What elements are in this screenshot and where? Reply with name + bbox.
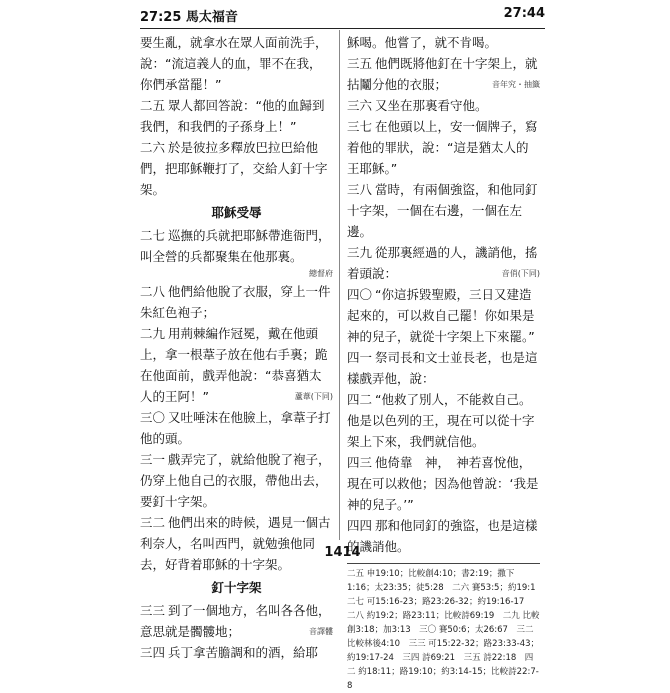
- verse-34: [140, 642, 333, 663]
- running-header-right: 27:44: [503, 6, 545, 21]
- verse-number: 三〇: [140, 410, 166, 425]
- verse-number: 四〇: [347, 287, 373, 302]
- verse-number: 二五: [140, 98, 166, 113]
- verse-text: 他們出來的時候，遇見一個古利奈人，名叫西門，就勉強他同去，好背着耶穌的十字架。: [140, 515, 331, 572]
- section-heading: 釘十字架: [211, 580, 262, 595]
- verse-32: [140, 512, 333, 575]
- verse-text: 又坐在那裏看守他。: [375, 98, 488, 113]
- verse-36: [347, 95, 540, 116]
- verse-41: [347, 347, 540, 389]
- verse-number: 二九: [140, 326, 166, 341]
- verse-number: 二六: [140, 140, 166, 155]
- verse-37: [347, 116, 540, 179]
- verse-text: 到了一個地方，名叫各各他，意思就是髑髏地；: [140, 603, 331, 639]
- verse-42: [347, 389, 540, 452]
- verse-number: 四二: [347, 392, 373, 407]
- cross-references: 二五 申19:10；比較創4:10；書2:19；撒下1:16；太23:35；徒5:28 二六 賽53:5；約19:1 二七 可15:16-23；路23:26-32；約19:16-17 二八 約19:2；路23:11；比較詩69:19 二九 比較創3:18；加3:13 三〇 賽50:6；太26:67 三二 比較林後4:10 三三 可15:22-32；路23:33-43；約19:17-24 三四 詩69:21 三五 詩22:18 四二 約18:11；路19:10；約3:14-15；比較詩22:7-8: [347, 563, 540, 693]
- left-column: [140, 32, 333, 663]
- verse-29: [140, 323, 333, 407]
- verse-28: [140, 281, 333, 323]
- verse-25: [140, 95, 333, 137]
- verse-text: “他救了別人，不能救自己。他是以色列的王，現在可以從十字架上下來，我們就信他。: [347, 392, 535, 449]
- verse-number: 二七: [140, 228, 166, 243]
- verse-text: 當時，有兩個強盜，和他同釘十字架，一個在右邊，一個在左邊。: [347, 182, 538, 239]
- verse-text: 在他頭以上，安一個牌子，寫着他的罪狀，說：“這是猶太人的王耶穌。”: [347, 119, 538, 176]
- verse-text: 於是彼拉多釋放巴拉巴給他們，把耶穌鞭打了，交給人釘十字架。: [140, 140, 328, 197]
- verse-text: 他倚靠 神， 神若喜悅他，現在可以救他；因為他曾說：‘我是 神的兒子。’”: [347, 455, 551, 512]
- section-heading: 耶穌受辱: [211, 205, 262, 220]
- verse-text: 又吐唾沫在他臉上，拿葦子打他的頭。: [140, 410, 331, 446]
- verse-text: 他們給他脫了衣服，穿上一件朱紅色袍子；: [140, 284, 331, 320]
- verse-text: 祭司長和文士並長老，也是這樣戲弄他，說：: [347, 350, 538, 386]
- footnote-tag: 音俏(下同): [501, 269, 540, 278]
- verse-35: [347, 53, 540, 95]
- verse-number: 三四: [140, 645, 166, 660]
- verse-number: 三二: [140, 515, 166, 530]
- footnote-tag: 音年究・抽籤: [492, 80, 540, 89]
- verse-number: 三三: [140, 603, 166, 618]
- running-header-left: 27:25 馬太福音: [140, 10, 238, 25]
- verse-number: 三一: [140, 452, 166, 467]
- verse-30: [140, 407, 333, 449]
- verse-number: 四三: [347, 455, 373, 470]
- verse-text: “你這拆毀聖殿，三日又建造起來的，可以救自己罷！你如果是神的兒子，就從十字架上下來罷。”: [347, 287, 535, 344]
- verse-text: 那和他同釘的強盜，也是這樣的譏誚他。: [347, 518, 538, 554]
- verse-39: [347, 242, 540, 284]
- verse-number: 三八: [347, 182, 373, 197]
- page-number: 1414: [324, 545, 361, 560]
- header-rule: [140, 28, 545, 29]
- verse-43: [347, 452, 551, 515]
- verse-text: 兵丁拿苦膽調和的酒，給耶: [168, 645, 319, 660]
- column-divider: [339, 30, 340, 540]
- verse-number: 四四: [347, 518, 373, 533]
- verse-40: [347, 284, 540, 347]
- bible-page: [140, 0, 551, 691]
- verse-31: [140, 449, 333, 512]
- footnote-tag: 總督府: [309, 269, 333, 278]
- verse-number: 三九: [347, 245, 373, 260]
- footnote-tag: 蘆葦(下同): [294, 392, 333, 401]
- verse-33: [140, 600, 333, 642]
- verse-25-continuation: 要生亂，就拿水在眾人面前洗手，說：“流這義人的血，罪不在我，你們承當罷！”: [140, 35, 328, 92]
- footnote-tag: 音譯髏: [309, 627, 333, 636]
- verse-27: [140, 225, 333, 267]
- verse-text: 巡撫的兵就把耶穌帶進衙門，叫全營的兵都聚集在他那裏。: [140, 228, 331, 264]
- verse-number: 二八: [140, 284, 166, 299]
- verse-text: 他們既將他釘在十字架上，就拈鬮分他的衣服；: [347, 56, 538, 92]
- verse-number: 四一: [347, 350, 373, 365]
- verse-text: 戲弄完了，就給他脫了袍子，仍穿上他自己的衣服，帶他出去，要釘十字架。: [140, 452, 331, 509]
- verse-38: [347, 179, 540, 242]
- verse-34-continuation: 穌喝。他嘗了，就不肯喝。: [347, 35, 498, 50]
- verse-26: [140, 137, 333, 200]
- verse-text: 從那裏經過的人，譏誚他，搖着頭說：: [347, 245, 538, 281]
- verse-number: 三七: [347, 119, 373, 134]
- verse-text: 用荊棘編作冠冕，戴在他頭上，拿一根葦子放在他右手裏；跪在他面前，戲弄他說：“恭喜猶太人的王阿！”: [140, 326, 328, 404]
- right-column: [347, 32, 551, 693]
- verse-text: 眾人都回答說：“他的血歸到我們，和我們的子孫身上！”: [140, 98, 325, 134]
- verse-number: 三六: [347, 98, 373, 113]
- verse-number: 三五: [347, 56, 373, 71]
